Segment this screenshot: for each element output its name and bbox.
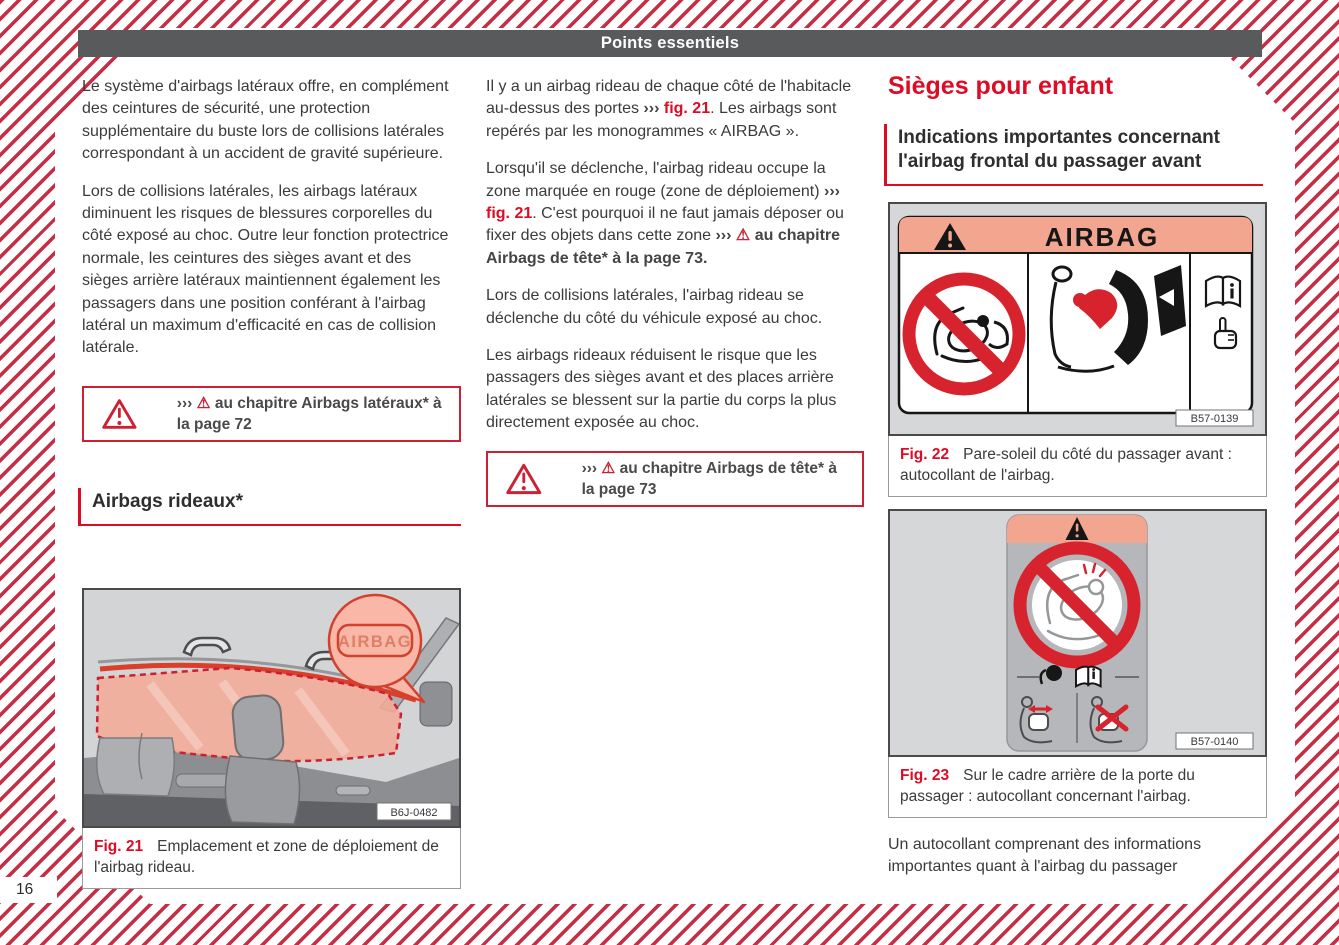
paragraph: Lors de collisions latérales, les airbags latéraux diminuent les risques de blessures corporelles du côté exposé au choc. Outre leur fonction protectrice normale, les ceintures des sièges avant et des sièges arrière latéraux maintiennent également les passagers dans une position conférant à l'airbag latéral un maximum d'efficacité en cas de collision latérale.: [82, 182, 449, 357]
figure-code-badge: [1176, 733, 1253, 749]
airbag-mini-icon: [1046, 665, 1062, 681]
section-subheading: Indications importantes concernant l'airbag frontal du passager avant: [884, 124, 1263, 186]
warning-triangle-icon: [506, 459, 542, 499]
page-number: 16: [16, 881, 34, 898]
figure-label: Fig. 21: [94, 838, 144, 855]
column-1: [82, 76, 461, 542]
paragraph: Un autocollant comprenant des informations importantes quant à l'airbag du passager: [888, 836, 1202, 876]
paragraph: Lorsqu'il se déclenche, l'airbag rideau occupe la zone marquée en rouge (zone de déploiement) ››› fig. 21. C'est pourquoi il ne faut jamais déposer ou fixer des objets dans cette zone ››› ⚠ au chapitre Airbags de tête* à la page 73.: [486, 160, 844, 267]
manual-book-mini-icon: [1076, 667, 1101, 687]
figure-reference[interactable]: fig. 21: [663, 100, 711, 118]
figure-21-illustration: [82, 588, 461, 828]
figure-22-caption: [888, 436, 1267, 497]
ref-arrows: ›››: [824, 182, 840, 200]
figure-23-caption: [888, 757, 1267, 818]
svg-text:B57-0140: B57-0140: [1190, 736, 1239, 748]
figure-caption-text: Emplacement et zone de déploiement de l'airbag rideau.: [94, 838, 439, 876]
figure-caption-text: Sur le cadre arrière de la porte du passager : autocollant concernant l'airbag.: [900, 767, 1195, 805]
rear-seat: [97, 738, 174, 796]
warning-ref-text[interactable]: au chapitre Airbags latéraux* à la page 72: [176, 394, 442, 433]
svg-text:B57-0139: B57-0139: [1190, 413, 1239, 425]
page-header-title: Points essentiels: [600, 34, 740, 52]
column-2: [486, 76, 864, 507]
inline-warning-icon: ⚠: [196, 394, 211, 412]
figure-23: [888, 509, 1267, 818]
manual-book-icon: [1206, 277, 1240, 306]
figure-23-illustration: [888, 509, 1267, 757]
chapter-heading: Sièges pour enfant: [888, 72, 1114, 100]
ref-arrows: ›››: [176, 394, 193, 412]
prohibition-panel: [1020, 548, 1134, 662]
inline-warning-icon: ⚠: [735, 227, 751, 245]
side-mirror: [420, 682, 452, 726]
figure-reference[interactable]: fig. 21: [486, 205, 533, 223]
section-heading: Airbags rideaux*: [78, 488, 461, 526]
ref-arrows: ›››: [581, 459, 598, 477]
balloon-label: AIRBAG: [337, 633, 413, 651]
figure-21: [82, 588, 461, 889]
figure-label: Fig. 23: [900, 767, 950, 784]
figure-code-badge: [377, 803, 451, 820]
paragraph: Le système d'airbags latéraux offre, en complément des ceintures de sécurité, une protection supplémentaire du buste lors de collisions latérales correspondant à un accident de gravité supérieure.: [82, 78, 449, 163]
paragraph: Il y a un airbag rideau de chaque côté de l'habitacle au-dessus des portes ››› fig. 21. Les airbags sont repérés par les monogrammes « AIRBAG ».: [486, 78, 852, 140]
svg-text:B6J-0482: B6J-0482: [390, 807, 438, 819]
warning-triangle-icon: [102, 394, 137, 434]
page-header-bar: [78, 30, 1262, 57]
warning-text: [582, 458, 854, 500]
figure-21-caption: [82, 828, 461, 889]
figure-code-badge: [1176, 410, 1253, 426]
warning-box: [82, 386, 461, 442]
ref-arrows: ›››: [715, 227, 736, 245]
figure-22: [888, 202, 1267, 497]
warning-text: [177, 393, 451, 435]
warning-ref-text[interactable]: au chapitre Airbags de tête* à la page 73: [581, 459, 837, 498]
sticker-title: AIRBAG: [1044, 222, 1160, 252]
inline-warning-icon: ⚠: [601, 459, 616, 477]
chapter-reference[interactable]: au chapitre Airbags de tête* à la page 73.: [486, 227, 841, 267]
figure-label: Fig. 22: [900, 446, 950, 463]
ref-arrows: ›››: [643, 100, 664, 118]
column-3: [888, 72, 1263, 894]
warning-box: [486, 451, 864, 507]
paragraph: Les airbags rideaux réduisent le risque que les passagers des sièges avant et des places arrière latérales se blessent sur la partie du corps la plus directement exposée au choc.: [486, 347, 837, 432]
paragraph: Lors de collisions latérales, l'airbag rideau se déclenche du côté du véhicule exposé au choc.: [486, 287, 823, 327]
figure-caption-text: Pare-soleil du côté du passager avant : autocollant de l'airbag.: [900, 446, 1232, 484]
figure-22-illustration: [888, 202, 1267, 436]
